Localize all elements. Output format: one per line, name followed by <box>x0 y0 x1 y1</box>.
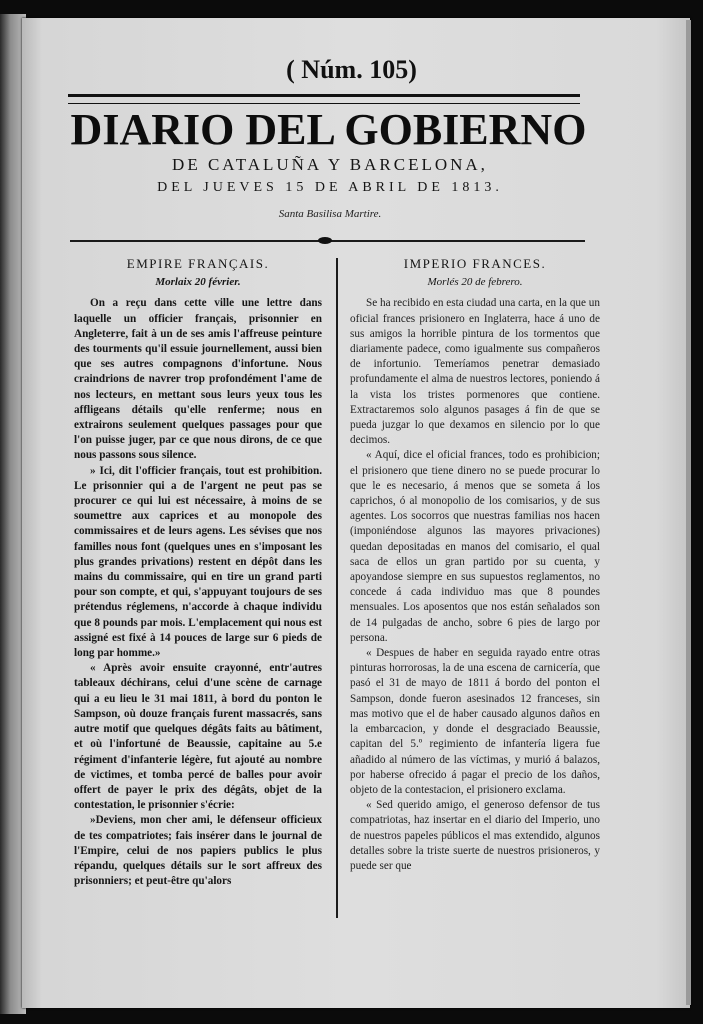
left-place-date: Morlaix 20 février. <box>155 276 241 289</box>
page-edge <box>686 20 691 1005</box>
left-paragraph: »Deviens, mon cher ami, le défenseur officieux de tes compatriotes; fais insérer dans le journal de l'Empire, celui de nos papiers publics le plus répandu, quelques détails sur le sort affreux des prisonniers; et peut-être qu'alors <box>74 814 322 888</box>
newspaper-subtitle: DE CATALUÑA Y BARCELONA, <box>172 155 488 174</box>
left-column <box>74 256 322 889</box>
right-column <box>350 256 600 874</box>
right-place-date: Morlés 20 de febrero. <box>427 276 523 289</box>
right-paragraph: « Aquí, dice el oficial frances, todo es prohibicion; el prisionero que tiene dinero no se puede procurar lo que le es necesario, á menos que se someta á los caprichos, ó al monopolio de los comisarios, y de sus agentes. Los socorros que nuestras familias nos hacen (imponiéndose algunos las mayores privaciones) quedan depositadas en manos del comisario, el qual saca de ellos un gran partido por su cuenta, y apoyandose siempre en sus supuestos reglamentos, no concede á cada individuo mas que 8 poundes mensuales. Los aposentos que nos están señalados son de 14 pulgadas de ancho, sobre 6 pies de largo por persona. <box>350 449 600 644</box>
newspaper-title: DIARIO DEL GOBIERNO <box>70 105 587 154</box>
right-paragraph: « Sed querido amigo, el generoso defensor de tus compatriotas, haz insertar en el diario del Imperio, uno de nuestros papeles públicos el mas extendido, algunos detalles sobre la triste suerte de nuestros prisioneros, y puede ser que <box>350 799 600 872</box>
rule-ornament <box>318 237 332 244</box>
saint-of-day: Santa Basilisa Martire. <box>278 208 382 220</box>
column-divider <box>336 258 338 918</box>
right-heading: IMPERIO FRANCES. <box>403 256 547 271</box>
left-heading: EMPIRE FRANÇAIS. <box>126 256 270 271</box>
left-paragraph: On a reçu dans cette ville une lettre dans laquelle un officier français, prisonnier en Angleterre, fait à un de ses amis l'affreuse peinture des tourments qu'il essuie journellement, aussi bien que ses autres compagnons d'infortune. Nous craindrions de navrer trop profondément l'ame de nos lecteurs, en mettant sous leurs yeux tous les affligeans détails qu'elle renferme; nous en extrairons seulement quelques passages pour que l'on puisse juger, par ce que nous dirons, de ce que nous passons sous silence. <box>74 297 322 462</box>
dateline: DEL JUEVES 15 DE ABRIL DE 1813. <box>157 180 503 195</box>
issue-number: ( Núm. 105) <box>286 55 417 84</box>
right-paragraph: Se ha recibido en esta ciudad una carta, en la que un oficial frances prisionero en Inglaterra, hace á uno de sus amigos la horrible pintura de los tormentos que diariamente padece, como igualmente sus compañeros de infortunio. Temeríamos penetrar demasiado profundamente el alma de nuestros lectores, poniendo á la vista los tristes pormenores que contiene. Extractaremos solo algunos pasages á fin de que se pueda juzgar lo que dexamos en silencio por lo que decimos. <box>350 297 600 447</box>
left-paragraph: « Après avoir ensuite crayonné, entr'autres tableaux déchirans, celui d'une scène de carnage qui a eu lieu le 31 mai 1811, à bord du ponton le Sampson, où douze français furent massacrés, sans autre motif que quelques dégâts faits au bâtiment, et où l'infortuné de Beaussie, capitaine au 5.e régiment d'infanterie légère, fut ajouté au nombre de victimes, et tomba percé de balles pour avoir offert de payer le prix des dégâts, objet de la contestation, le prisonnier s'écrie: <box>74 662 322 812</box>
left-paragraph: » Ici, dit l'officier français, tout est prohibition. Le prisonnier qui a de l'argent ne peut pas se procurer ce qui lui est nécessaire, à moins de se soumettre aux caprices et au monopole des commissaires et de leurs agens. Les sévises que nos familles nous font (quelques unes en s'imposant les plus grandes privations) restent en dépôt dans les mains du commissaire, qui en tire un grand parti pour son compte, et qui, s'appuyant toujours de ses prétendus réglemens, n'accorde à chaque individu que 8 pounds par mois. L'emplacement qui nous est assigné est fixé à 14 pouces de large sur 6 pieds de long par homme.» <box>74 464 322 660</box>
top-rule <box>68 94 580 104</box>
right-paragraph: « Despues de haber en seguida rayado entre otras pinturas horrorosas, la de una escena de carnicería, que pasó el 31 de mayo de 1811 á bordo del ponton el Sampson, donde fueron asesinados 12 franceses, sin mas motivo que el de haber causado algunos daños en la embarcacion, y donde el desgraciado Beaussie, capitan del 5.º regimiento de infantería ligera fue añadido al número de las víctimas, y murió á balazos, por haberse ofrecido á pagar el precio de los daños, objeto de la contestacion, el prisionero exclama. <box>350 647 600 796</box>
